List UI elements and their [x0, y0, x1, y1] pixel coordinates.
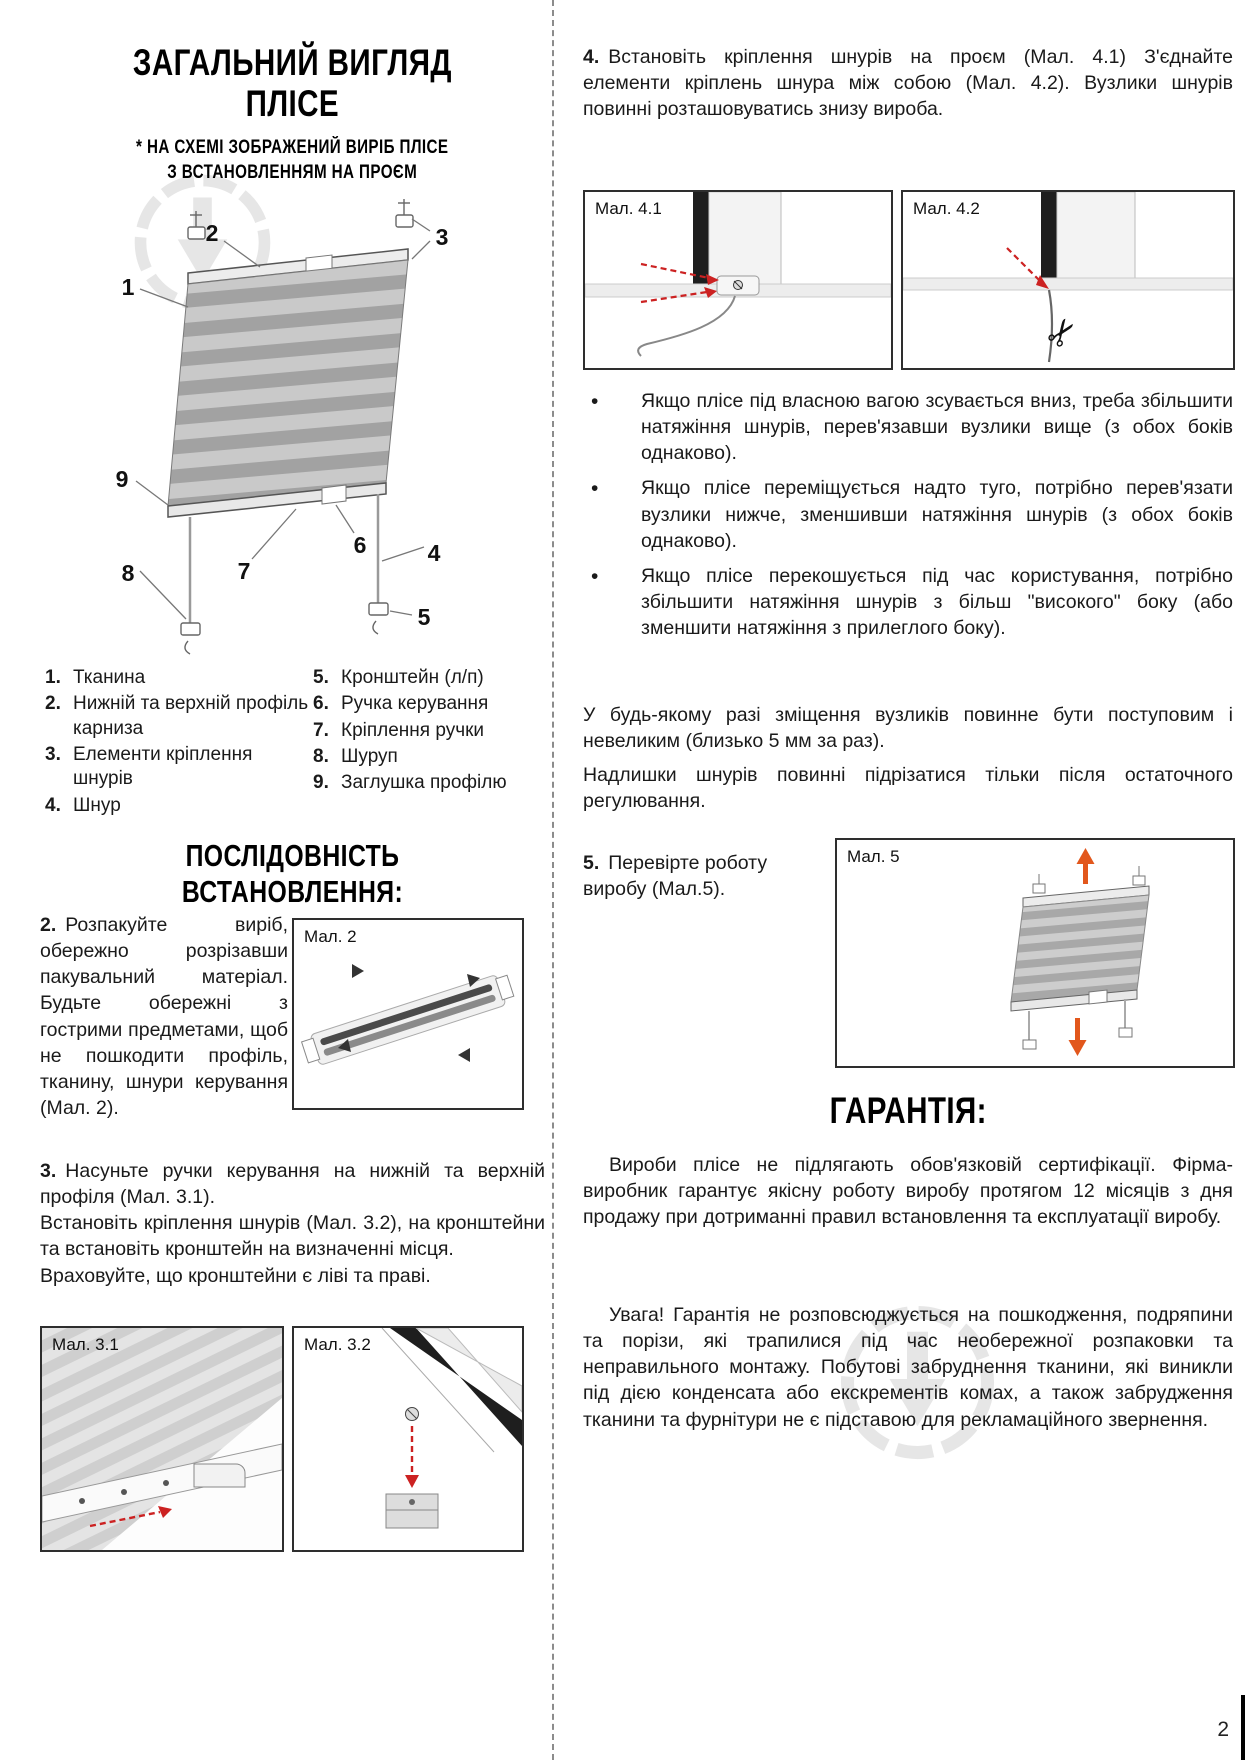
legend-item-label: Кріплення ручки: [341, 719, 485, 741]
overview-diagram: [40, 175, 545, 660]
legend-item-number: 9.: [313, 772, 329, 794]
bullet-marker: •: [591, 477, 599, 501]
parts-legend: [45, 666, 545, 818]
step-2-body: Розпакуйте виріб, обережно розрізавши пакувальний матеріал. Будьте обережні з гострими предметами, щоб не пошкодити профіль, тканину, шнури керування (Мал. 2).: [40, 914, 288, 1119]
legend-item: [313, 666, 545, 690]
legend-item-label: Шуруп: [341, 745, 398, 767]
cord-bracket-part: [717, 276, 759, 295]
figure-3-2-label: Мал. 3.2: [304, 1335, 371, 1354]
callout-1: 1: [121, 274, 135, 300]
legend-item: [45, 692, 313, 741]
figure-4-1: [583, 190, 893, 370]
step-2-text: [40, 912, 288, 1121]
callout-3: 3: [435, 224, 449, 250]
legend-column-2: [313, 666, 545, 818]
legend-item-number: 7.: [313, 719, 329, 741]
legend-item: [45, 743, 313, 792]
step-3-text: [40, 1158, 545, 1289]
bullet-marker: •: [591, 390, 599, 413]
legend-item: [45, 794, 313, 818]
callout-4: 4: [427, 540, 441, 566]
legend-item: [313, 771, 545, 795]
figure-2-drawing: [294, 920, 522, 1108]
figure-5-drawing: [837, 840, 1233, 1066]
figure-3-1-label: Мал. 3.1: [52, 1335, 119, 1354]
legend-item: [313, 745, 545, 769]
legend-item-label: Елементи кріплення шнурів: [73, 743, 253, 790]
figure-3-1-drawing: [42, 1328, 282, 1550]
bullet-marker: •: [591, 564, 599, 588]
step-3-line2: Встановіть кріплення шнурів (Мал. 3.2), на кронштейни та встановіть кронштейн на визначенні місця.: [40, 1212, 545, 1261]
legend-item-number: 8.: [313, 745, 329, 767]
pleated-blind-diagram: [40, 175, 545, 660]
legend-item: [313, 719, 545, 743]
callout-2: 2: [205, 220, 219, 246]
page-subtitle-line2: З ВСТАНОВЛЕННЯМ НА ПРОЄМ: [167, 161, 418, 183]
note-1: У будь-якому разі зміщення вузликів повинне бути поступовим і невеликим (близько 5 мм за раз).: [583, 704, 1233, 753]
section-heading-warranty: [583, 1090, 1233, 1132]
warranty-paragraph-1: Вироби плісе не підлягають обов'язковій сертифікації. Фірма-виробник гарантує якісну роботу виробу протягом 12 місяців з дня продажу при дотриманні правил встановлення та експлуатації виробу.: [583, 1154, 1233, 1229]
legend-item: [45, 666, 313, 690]
figure-3-1: [40, 1326, 284, 1552]
callout-8: 8: [121, 560, 135, 586]
figure-3-2-drawing: [294, 1328, 522, 1550]
step-4-number: 4.: [583, 46, 600, 68]
list-item: [583, 388, 1233, 466]
legend-item: [313, 692, 545, 716]
page-number: 2: [1217, 1718, 1229, 1741]
legend-column-1: [45, 666, 313, 818]
legend-item-number: 4.: [45, 794, 61, 816]
page-subtitle-line1: * НА СХЕМІ ЗОБРАЖЕНИЙ ВИРІБ ПЛІСЕ: [136, 137, 449, 158]
figure-2: [292, 918, 524, 1110]
callout-5: 5: [417, 604, 431, 630]
figure-3-2: [292, 1326, 524, 1552]
bottom-brackets: [181, 603, 388, 654]
section-heading-installation: [30, 838, 555, 910]
bottom-handle: [322, 485, 346, 504]
step-4-body: Встановіть кріплення шнурів на проєм (Мал. 4.1) З'єднайте елементи кріплень шнура між собою (Мал. 4.2). Вузлики шнурів повинні розташовуватись знизу вироба.: [583, 46, 1233, 121]
step-5-body: Перевірте роботу виробу (Мал.5).: [583, 852, 768, 901]
callout-9: 9: [115, 466, 129, 492]
adjustment-notes-list: [583, 388, 1233, 641]
page-title-line2: ПЛІСЕ: [245, 83, 340, 125]
warranty-heading-text: ГАРАНТІЯ:: [829, 1090, 987, 1131]
legend-item-number: 3.: [45, 743, 61, 765]
section-heading-text: ПОСЛІДОВНІСТЬ ВСТАНОВЛЕННЯ:: [181, 838, 404, 909]
step-3-number: 3.: [40, 1160, 57, 1182]
adjustment-summary: [583, 702, 1233, 823]
bullet-text: Якщо плісе під власною вагою зсувається вниз, треба збільшити натяжіння шнурів, перев'язавши вузлики вище (з обох боків однаково).: [641, 390, 1233, 465]
list-item: [583, 475, 1233, 553]
figure-4-1-label: Мал. 4.1: [595, 199, 662, 218]
page-title: [40, 42, 545, 125]
bullet-text: Якщо плісе переміщується надто туго, потрібно перев'язати вузлики нижче, зменшивши натяжіння шнурів (з обох боків однаково).: [641, 477, 1233, 552]
legend-item-label: Тканина: [73, 667, 146, 688]
figure-5-label: Мал. 5: [847, 847, 900, 866]
bullet-text: Якщо плісе перекошується під час користування, потрібно збільшити натяжіння шнурів з більш "високого" боку (або зменшити натяжіння з прилеглого боку).: [641, 564, 1233, 639]
warranty-paragraph-2: Увага! Гарантія не розповсюджується на пошкодження, подряпини та порізи, які трапилися під час необережної розпаковки та неправильного монтажу. Побутові забруднення тканини, які виникли під дією конденсата або екскрементів комах, а також забрудження тканини та фурнітури не є підставою для рекламаційного звернення.: [583, 1304, 1233, 1431]
handle-part: [194, 1464, 245, 1487]
legend-item-label: Нижній та верхній профіль карниза: [73, 693, 309, 739]
step-3-line3: Враховуйте, що кронштейни є ліві та праві.: [40, 1264, 431, 1287]
legend-item-number: 1.: [45, 667, 61, 688]
legend-item-label: Шнур: [73, 794, 121, 816]
legend-item-number: 2.: [45, 693, 61, 715]
figure-2-label: Мал. 2: [304, 927, 357, 946]
step-5-text: [583, 850, 829, 902]
callout-6: 6: [353, 532, 367, 558]
screw-part: [406, 1408, 419, 1421]
legend-item-label: Заглушка профілю: [341, 772, 507, 794]
step-3-line1: [40, 1158, 545, 1210]
note-2: Надлишки шнурів повинні підрізатися тільки після остаточного регулювання.: [583, 764, 1233, 813]
bracket-part: [386, 1494, 438, 1528]
step-3-body1: Насуньте ручки керування на нижній та верхній профіля (Мал. 3.1).: [40, 1160, 545, 1209]
page-edge-mark: [1241, 1695, 1245, 1760]
scissors-icon: ✂: [1036, 308, 1088, 357]
pleated-fabric: [168, 260, 408, 506]
step-4-text: [583, 44, 1233, 122]
step-2-number: 2.: [40, 914, 57, 936]
legend-item-number: 6.: [313, 693, 329, 715]
top-brackets: [188, 199, 413, 239]
callout-7: 7: [237, 558, 251, 584]
legend-item-number: 5.: [313, 667, 329, 688]
legend-item-label: Ручка керування: [341, 693, 489, 715]
list-item: [583, 563, 1233, 641]
legend-item-label: Кронштейн (л/п): [341, 667, 484, 688]
figure-4-2-label: Мал. 4.2: [913, 199, 980, 218]
figure-5: [835, 838, 1235, 1068]
figure-4-2: [901, 190, 1235, 370]
step-5-number: 5.: [583, 852, 600, 874]
page-title-line1: ЗАГАЛЬНИЙ ВИГЛЯД: [133, 42, 452, 83]
